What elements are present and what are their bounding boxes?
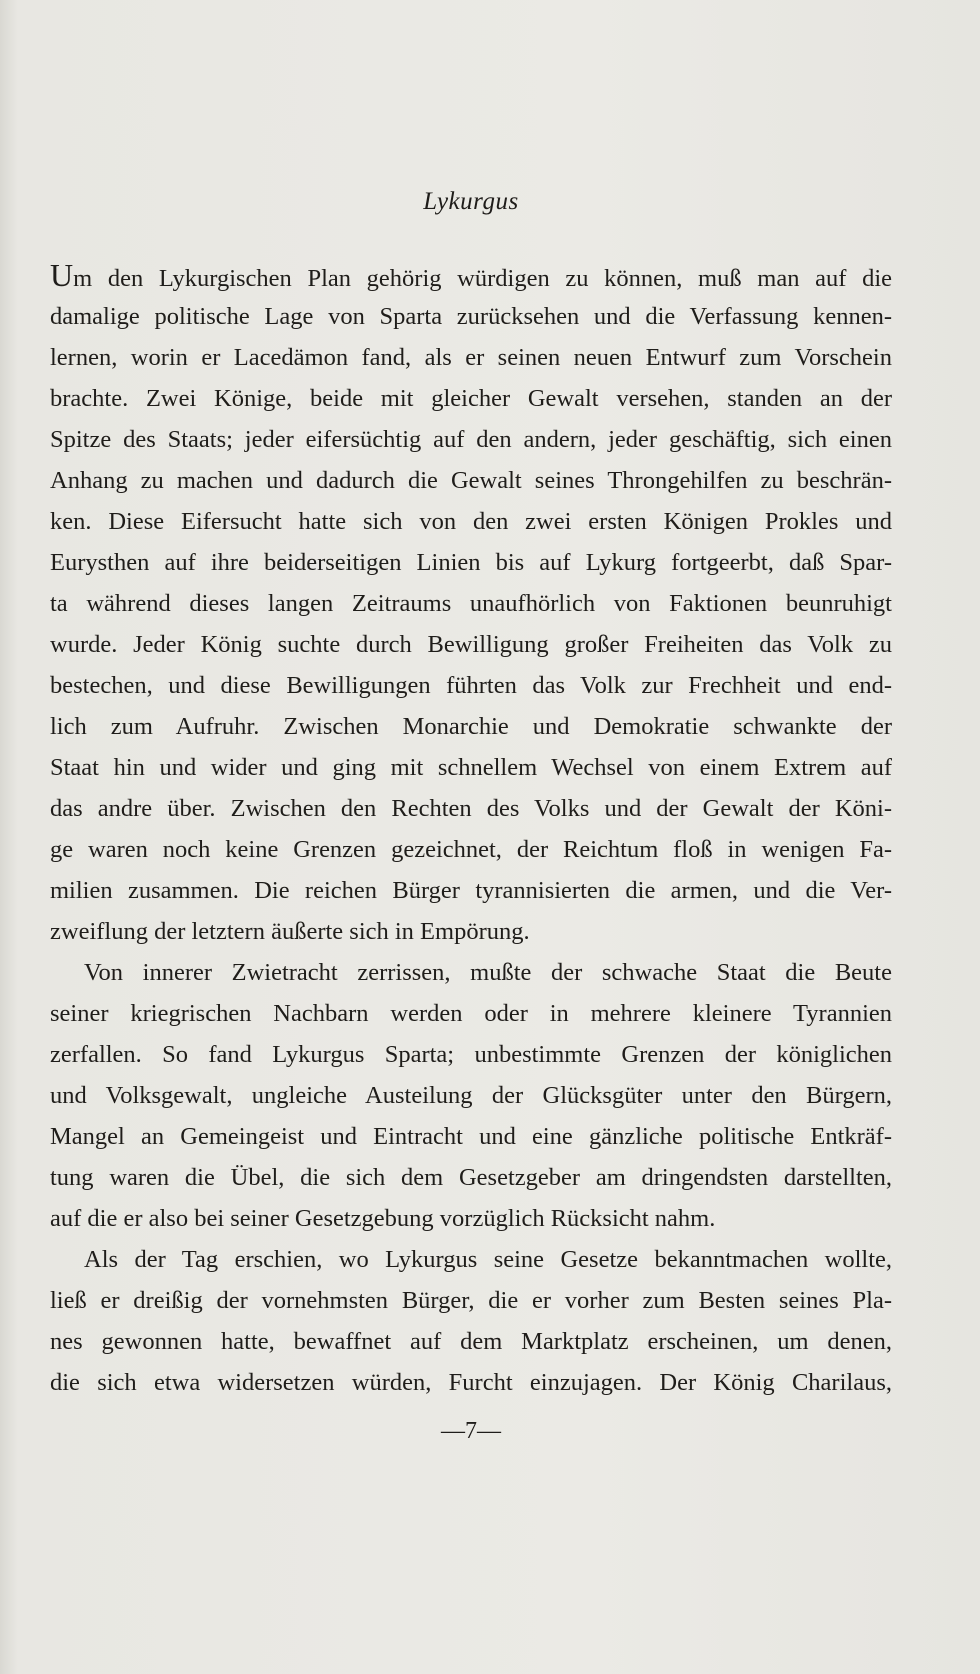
text-line: [50, 296, 892, 337]
text-line-content: und Volksgewalt, ungleiche Austeilung der Glücksgüter unter den Bürgern,: [50, 1082, 892, 1109]
text-line: [50, 624, 892, 665]
text-line-content: bestechen, und diese Bewilligungen führten das Volk zur Frechheit und end-: [50, 672, 892, 699]
text-line-content: Anhang zu machen und dadurch die Gewalt seines Throngehilfen zu beschrän-: [50, 467, 892, 494]
text-line-content: Als der Tag erschien, wo Lykurgus seine Gesetze bekanntmachen wollte,: [84, 1246, 892, 1273]
text-line: [50, 419, 892, 460]
text-line: [50, 747, 892, 788]
text-line-content: brachte. Zwei Könige, beide mit gleicher Gewalt versehen, standen an der: [50, 385, 892, 412]
text-line-content: ken. Diese Eifersucht hatte sich von den zwei ersten Königen Prokles und: [50, 508, 892, 535]
text-line: [50, 1280, 892, 1321]
text-line-content: lernen, worin er Lacedämon fand, als er seinen neuen Entwurf zum Vorschein: [50, 344, 892, 371]
text-line: [50, 1157, 892, 1198]
text-line-content: zerfallen. So fand Lykurgus Sparta; unbestimmte Grenzen der königlichen: [50, 1041, 892, 1068]
text-line-content: seiner kriegrischen Nachbarn werden oder in mehrere kleinere Tyrannien: [50, 1000, 892, 1027]
text-line-content: damalige politische Lage von Sparta zurücksehen und die Verfassung kennen-: [50, 303, 892, 330]
page-number: —7—: [441, 1418, 501, 1444]
book-page: [50, 0, 892, 1674]
text-line: [50, 911, 892, 952]
text-line: [50, 706, 892, 747]
text-line: [50, 378, 892, 419]
text-line-content: Spitze des Staats; jeder eifersüchtig auf den andern, jeder geschäftig, sich einen: [50, 426, 892, 453]
text-line: [50, 501, 892, 542]
text-line: [50, 1116, 892, 1157]
text-line: [50, 460, 892, 501]
text-line: [50, 1362, 892, 1403]
text-line-content: ließ er dreißig der vornehmsten Bürger, die er vorher zum Besten seines Pla-: [50, 1287, 892, 1314]
body-text: [50, 255, 892, 1403]
text-line: [50, 993, 892, 1034]
text-line: [50, 583, 892, 624]
text-line-content: Mangel an Gemeingeist und Eintracht und eine gänzliche politische Entkräf-: [50, 1123, 892, 1150]
text-line: [50, 1321, 892, 1362]
text-line-content: die sich etwa widersetzen würden, Furcht einzujagen. Der König Charilaus,: [50, 1369, 892, 1396]
text-line: [50, 1034, 892, 1075]
text-line: [50, 952, 892, 993]
text-line-content: lich zum Aufruhr. Zwischen Monarchie und Demokratie schwankte der: [50, 713, 892, 740]
text-line: [50, 1198, 892, 1239]
text-line-content: m den Lykurgischen Plan gehörig würdigen zu können, muß man auf die: [73, 265, 892, 292]
text-line-content: das andre über. Zwischen den Rechten des Volks und der Gewalt der Köni-: [50, 795, 892, 822]
text-line-content: Eurysthen auf ihre beiderseitigen Linien bis auf Lykurg fortgeerbt, daß Spar-: [50, 549, 892, 576]
running-head: Lykurgus: [423, 188, 519, 215]
text-line: [50, 829, 892, 870]
text-line-content: ta während dieses langen Zeitraums unaufhörlich von Faktionen beunruhigt: [50, 590, 892, 617]
text-line: [50, 337, 892, 378]
text-line-content: milien zusammen. Die reichen Bürger tyrannisierten die armen, und die Ver-: [50, 877, 892, 904]
text-line-content: auf die er also bei seiner Gesetzgebung vorzüglich Rücksicht nahm.: [50, 1205, 716, 1232]
initial-letter: U: [50, 257, 74, 293]
text-line: [50, 788, 892, 829]
text-line-content: Von innerer Zwietracht zerrissen, mußte der schwache Staat die Beute: [84, 959, 892, 986]
text-line: [50, 255, 892, 296]
text-line: [50, 1075, 892, 1116]
text-line-content: wurde. Jeder König suchte durch Bewilligung großer Freiheiten das Volk zu: [50, 631, 892, 658]
text-line: [50, 542, 892, 583]
text-line: [50, 1239, 892, 1280]
text-line-content: Staat hin und wider und ging mit schnellem Wechsel von einem Extrem auf: [50, 754, 892, 781]
text-line-content: zweiflung der letztern äußerte sich in Empörung.: [50, 918, 530, 945]
text-line: [50, 665, 892, 706]
text-line: [50, 870, 892, 911]
text-line-content: nes gewonnen hatte, bewaffnet auf dem Marktplatz erscheinen, um denen,: [50, 1328, 892, 1355]
text-line-content: ge waren noch keine Grenzen gezeichnet, der Reichtum floß in wenigen Fa-: [50, 836, 892, 863]
text-line-content: tung waren die Übel, die sich dem Gesetzgeber am dringendsten darstellten,: [50, 1164, 892, 1191]
